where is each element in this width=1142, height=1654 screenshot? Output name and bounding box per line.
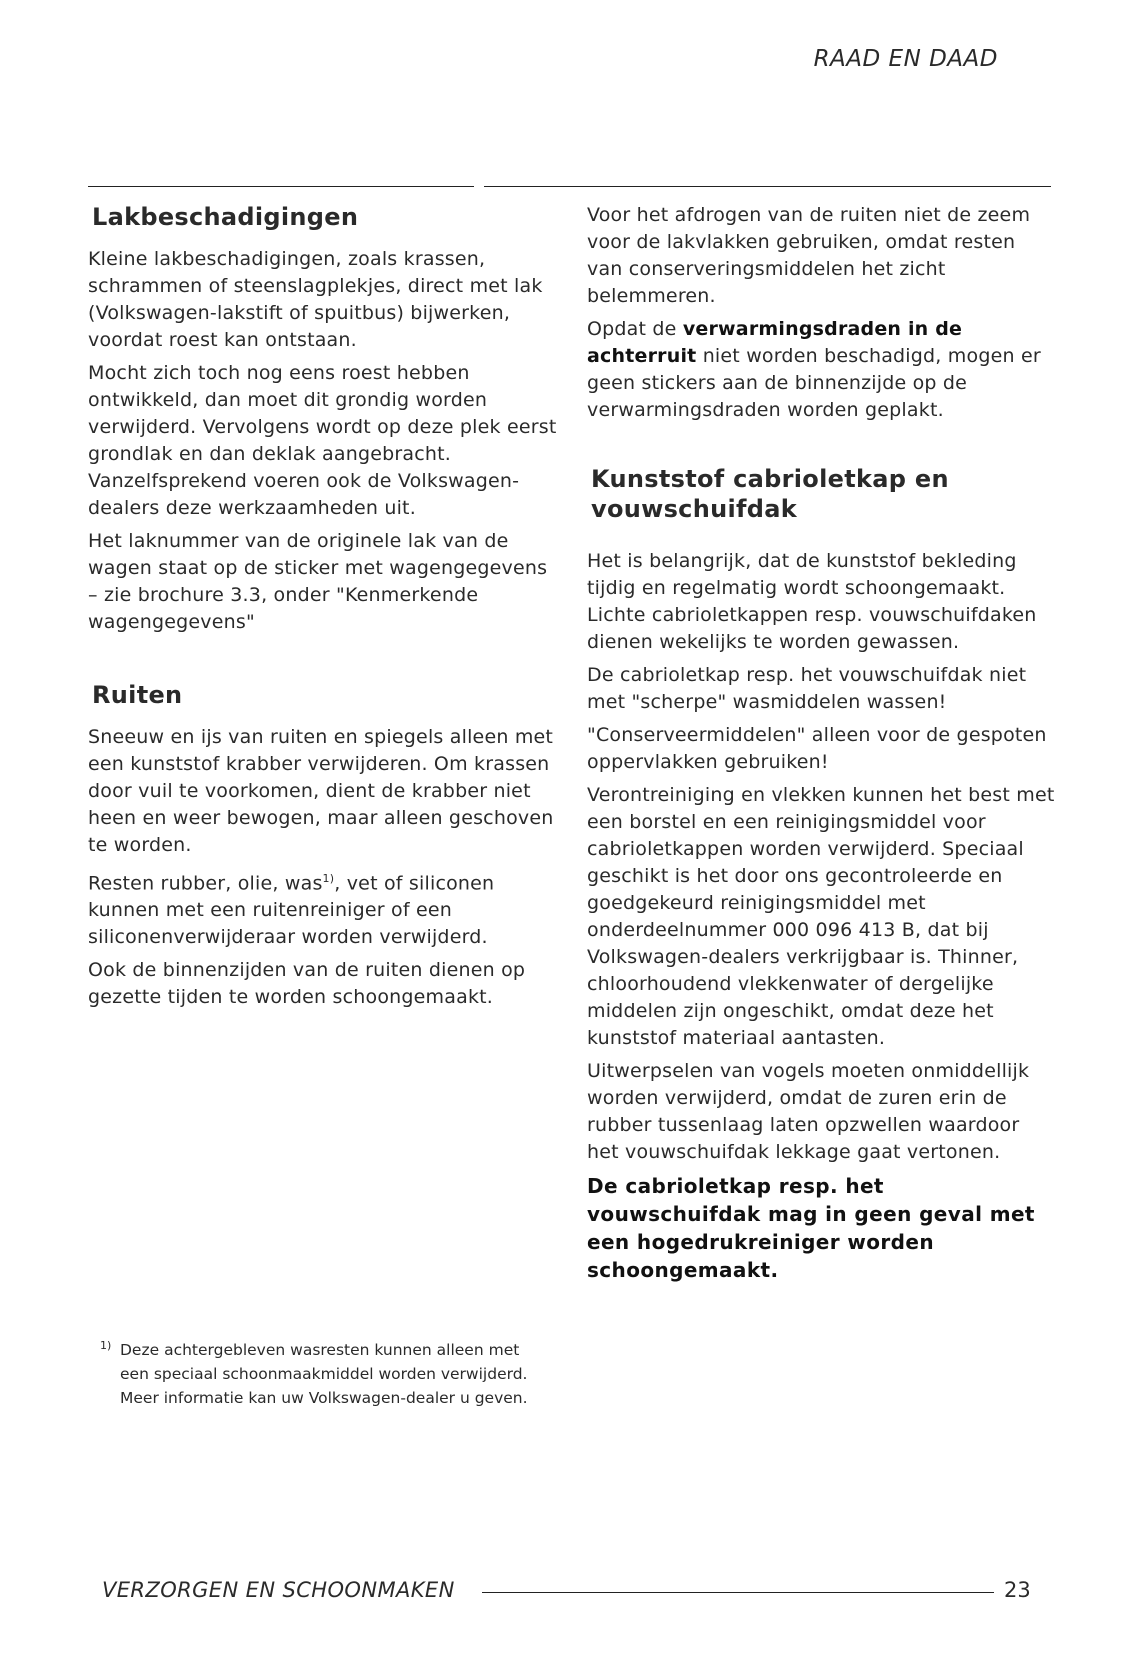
running-header: RAAD EN DAAD — [813, 46, 998, 72]
paragraph-footnote-ref — [88, 865, 558, 951]
paragraph: Ook de binnenzijden van de ruiten dienen op gezette tijden te worden schoongemaakt. — [88, 959, 526, 1009]
left-column — [88, 202, 558, 1017]
text-span: Opdat de — [587, 318, 683, 340]
footnote-mark: 1) — [100, 1339, 112, 1352]
top-rule-left — [88, 186, 474, 187]
paragraph: Kleine lakbeschadigingen, zoals krassen, schrammen of steenslagplekjes, direct met lak (Volkswagen-lakstift of spuitbus) bijwerken, voordat roest kan ontstaan. — [88, 248, 543, 351]
paragraph: Uitwerpselen van vogels moeten onmiddellijk worden verwijderd, omdat de zuren erin de rubber tussenlaag laten opzwellen waardoor het vouwschuifdak lekkage gaat vertonen. — [587, 1060, 1030, 1163]
footer-section-title: VERZORGEN EN SCHOONMAKEN — [102, 1578, 455, 1602]
paragraph: Mocht zich toch nog eens roest hebben ontwikkeld, dan moet dit grondig worden verwijderd. Vervolgens wordt op deze plek eerst grondlak en dan deklak aangebracht. Vanzelfsprekend voeren ook de Volkswagen-dealers deze werkzaamheden uit. — [88, 362, 557, 519]
warning-text: De cabrioletkap resp. het vouwschuifdak mag in geen geval met een hogedrukreiniger worden schoongemaakt. — [587, 1174, 1035, 1282]
bold-term: verwarmingsdraden in de achterruit — [587, 318, 963, 367]
paragraph: "Conserveermiddelen" alleen voor de gespoten oppervlakken gebruiken! — [587, 724, 1047, 773]
heading-kunststof: Kunststof cabrioletkap en vouwschuifdak — [591, 465, 949, 523]
right-column — [587, 202, 1057, 1284]
footer-rule — [482, 1592, 994, 1593]
paragraph: Sneeuw en ijs van ruiten en spiegels alleen met een kunststof krabber verwijderen. Om krassen door vuil te voorkomen, dient de krabber niet heen en weer bewogen, maar alleen geschoven te worden. — [88, 726, 554, 856]
heading-ruiten: Ruiten — [92, 681, 183, 709]
page-number: 23 — [1004, 1578, 1031, 1602]
footnote — [100, 1338, 540, 1410]
paragraph: Het laknummer van de originele lak van de wagen staat op de sticker met wagengegevens – zie brochure 3.3, onder "Kenmerkende wagengegevens" — [88, 530, 548, 633]
text-span: , vet of siliconen kunnen met een ruitenreiniger of een siliconenverwijderaar worden verwijderd. — [88, 872, 495, 949]
paragraph: De cabrioletkap resp. het vouwschuifdak niet met "scherpe" wasmiddelen wassen! — [587, 664, 1027, 713]
paragraph: Het is belangrijk, dat de kunststof bekleding tijdig en regelmatig wordt schoongemaakt. Lichte cabrioletkappen resp. vouwschuifdaken dienen wekelijks te worden gewassen. — [587, 550, 1037, 653]
footnote-marker: 1) — [322, 872, 335, 885]
heading-lakbeschadigingen: Lakbeschadigingen — [92, 203, 359, 231]
footnote-text: Deze achtergebleven wasresten kunnen alleen met een speciaal schoonmaakmiddel worden verwijderd. Meer informatie kan uw Volkswagen-dealer u geven. — [120, 1341, 528, 1407]
paragraph: Voor het afdrogen van de ruiten niet de zeem voor de lakvlakken gebruiken, omdat resten van conserveringsmiddelen het zicht belemmeren. — [587, 204, 1031, 307]
text-span: Resten rubber, olie, was — [88, 872, 323, 895]
paragraph: Verontreiniging en vlekken kunnen het best met een borstel en een reinigingsmiddel voor cabrioletkappen worden verwijderd. Speciaal geschikt is het door ons gecontroleerde en goedgekeurd reinigingsmiddel met onderdeelnummer 000 096 413 B, dat bij Volkswagen-dealers verkrijgbaar is. Thinner, chloorhoudend vlekkenwater of dergelijke middelen zijn ongeschikt, omdat deze het kunststof materiaal aantasten. — [587, 784, 1055, 1049]
paragraph-heating-wires — [587, 316, 1057, 424]
top-rule-right — [484, 186, 1051, 187]
text-span: niet worden beschadigd, mogen er geen stickers aan de binnenzijde op de verwarmingsdraden worden geplakt. — [587, 345, 1041, 421]
